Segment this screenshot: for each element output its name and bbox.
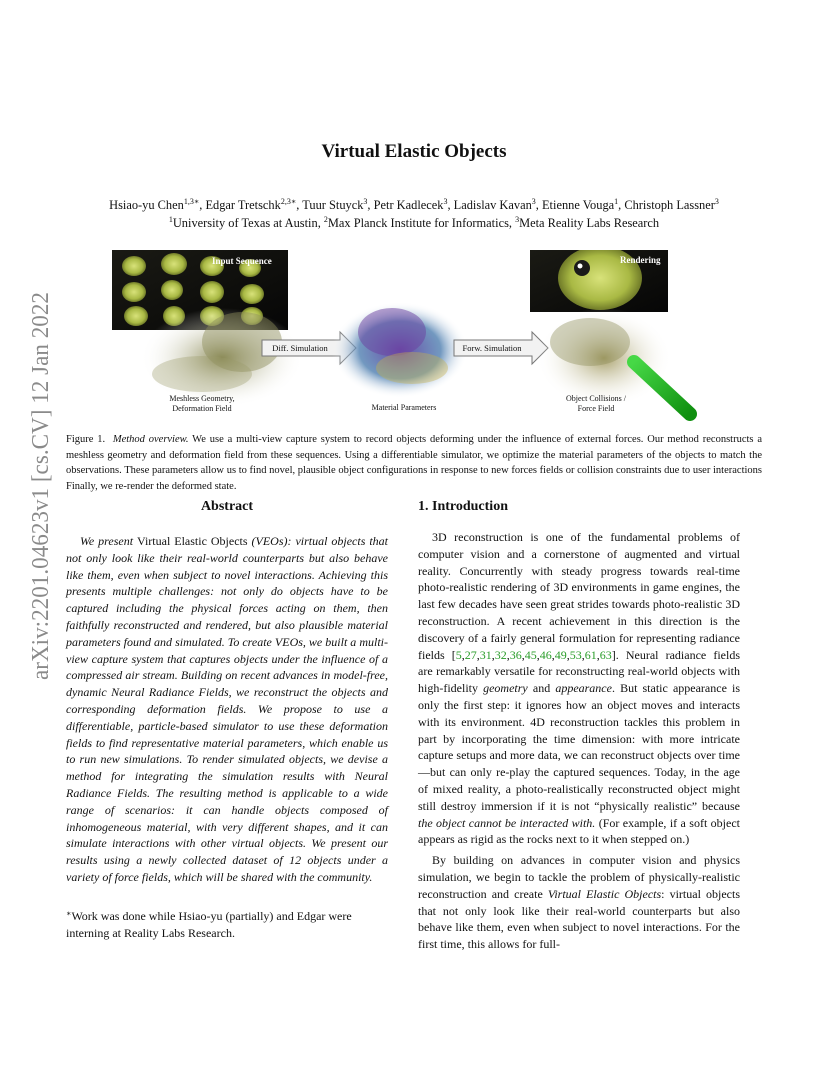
- forw-simulation-label: Forw. Simulation: [462, 343, 522, 353]
- intro-paragraph-2: [418, 852, 740, 953]
- author-name: Ladislav Kavan: [453, 198, 532, 212]
- diff-simulation-label: Diff. Simulation: [272, 343, 328, 353]
- citation-link[interactable]: 32: [494, 647, 507, 662]
- label-geometry-line2: Deformation Field: [172, 404, 232, 413]
- affiliation-mark: 2: [323, 215, 328, 224]
- arxiv-stamp-svg: [20, 290, 54, 680]
- affiliation-mark: 3: [515, 215, 520, 224]
- footnote-text: Work was done while Hsiao-yu (partially) and Edgar were interning at Reality Labs Research.: [66, 908, 352, 940]
- author-list: Hsiao-yu Chen$^{1,3∗}$, Edgar Tretschk$^{2,3∗}$, Tuur Stuyck$^3$, Petr Kadlecek$^3$, Ladislav Kavan$^3$, Etienne Vouga$^1$, Christoph Lassner$^3$: [109, 197, 719, 212]
- citation-link[interactable]: 46: [539, 647, 552, 662]
- author-name: Edgar Tretschk: [205, 198, 281, 212]
- author-affiliation-mark: 2,3∗: [280, 197, 297, 206]
- abstract-name: Virtual Elastic Objects: [137, 534, 248, 548]
- material-parameters-cloud: [332, 302, 468, 398]
- label-collisions-line2: Force Field: [577, 404, 615, 413]
- rendering-title: Rendering: [620, 255, 661, 265]
- intro-geometry: geometry: [483, 681, 528, 696]
- input-sequence-title: Input Sequence: [212, 256, 272, 266]
- frog-eye: [574, 260, 590, 276]
- author-affiliation-mark: 3: [443, 197, 448, 206]
- author-affiliation-mark: 1,3∗: [183, 197, 200, 206]
- intro-p2-part-b: : virtual objects that not only look like their real-world counterparts but also behave like them, even when subject to novel interactions. For the first time, this allows for full-: [418, 886, 740, 952]
- abstract-heading: Abstract: [200, 499, 254, 514]
- intro-p1-part-a: 3D reconstruction is one of the fundamental problems of computer vision and a cornerstone of augmented and virtual reality. Concurrently with steady progress towards real-time photo-realistic rendering of 3D environments in game engines, the last few decades have seen great strides towards photo-realistic 3D reconstruction. A recent achievement in this direction is the discovery of a fairly general formulation for representing radiance fields [: [418, 530, 740, 662]
- citation-link[interactable]: 45: [524, 647, 537, 662]
- author-name: Petr Kadlecek: [373, 198, 444, 212]
- abstract-text: (VEOs): virtual objects that not only look like their real-world counterparts but also behave like them, even when subject to novel interactions. Achieving this presents multiple challenges: not only do objects have to be captured including the physical forces acting on them, then faithfully reconstructed and rendered, but also plausible material parameters found and simulated. To create VEOs, we built a multi-view capture system that captures objects under the influence of a compressed air stream. Building on recent advances in model-free, dynamic Neural Radiance Fields, we reconstruct the objects and corresponding deformation fields. We propose to use a differentiable, particle-based simulator to use these deformation fields to find representative material parameters, which enable us to run new simulations. To render simulated objects, we devise a method for integrating the simulation results with Neural Radiance Fields. The resulting method is applicable to a wide range of scenarios: it can handle objects composed of inhomogeneous material, with very different shapes, and it can simulate interactions with other virtual objects. We present our results using a newly collected dataset of 12 objects under a variety of force fields, which will be shared with the community.: [66, 534, 389, 884]
- author-name: Hsiao-yu Chen: [109, 198, 184, 212]
- forw-simulation-arrow: [454, 332, 548, 364]
- arxiv-stamp-text: arXiv:2201.04623v1 [cs.CV] 12 Jan 2022: [28, 290, 54, 680]
- abstract-body: [66, 533, 388, 886]
- intro-p1-part-c: . But static appearance is only the first step: it ignores how an object moves and interacts with its environment. 4D reconstruction tackles this problem in part by incorporating the time dimension: with more intricate capture setups and more data, we can reconstruct objects over time—but can only re-play the captured sequences. Today, in the age of mixed reality, a photo-realistically reconstructed object might still destroy immersion if it is not “physically realistic” because: [418, 681, 741, 813]
- author-affiliation-mark: 3: [531, 197, 536, 206]
- geometry-point-cloud: [140, 308, 304, 408]
- affiliation-name: Meta Reality Labs Research: [519, 216, 660, 230]
- right-column: [418, 497, 740, 953]
- affiliation-list: $^1$University of Texas at Austin, $^2$Max Planck Institute for Informatics, $^3$Meta Reality Labs Research: [168, 215, 660, 230]
- author-affiliation-mark: 1: [614, 197, 619, 206]
- figure-caption: [66, 432, 762, 494]
- citation-link[interactable]: 49: [554, 647, 567, 662]
- author-name: Etienne Vouga: [541, 198, 615, 212]
- figure-1-illustration: [112, 250, 712, 430]
- paper-title: Virtual Elastic Objects: [321, 141, 507, 162]
- intro-p2-part-a: By building on advances in computer vision and physics simulation, we begin to tackle the problem of physically-realistic reconstruction and create: [418, 853, 740, 901]
- caption-tag: Method overview.: [112, 434, 189, 445]
- footnote: [66, 908, 388, 942]
- citation-link[interactable]: 61: [584, 647, 597, 662]
- affiliation-mark: 1: [168, 215, 173, 224]
- intro-p1-part-b: ]. Neural radiance fields are remarkably versatile for reconstructing real-world objects with high-fidelity: [418, 647, 740, 696]
- citation-link[interactable]: 27: [464, 647, 477, 662]
- figure-1: [112, 250, 712, 430]
- citation-list: 5,27,31,32,36,45,46,49,53,61,63: [455, 647, 612, 662]
- citation-link[interactable]: 53: [569, 647, 582, 662]
- intro-and: and: [532, 681, 551, 696]
- label-geometry-line1: Meshless Geometry,: [169, 394, 235, 403]
- intro-appearance: appearance: [555, 681, 612, 696]
- affiliation-name: University of Texas at Austin: [172, 216, 318, 230]
- citation-link[interactable]: 36: [509, 647, 522, 662]
- intro-paragraph-1: [418, 529, 740, 848]
- caption-prefix: Figure 1.: [66, 434, 106, 445]
- footnote-mark: ∗: [66, 908, 72, 918]
- affiliation-name: Max Planck Institute for Informatics: [327, 216, 509, 230]
- author-name: Christoph Lassner: [624, 198, 715, 212]
- introduction-heading: 1. Introduction: [418, 499, 508, 514]
- intro-p1-italic: the object cannot be interacted with.: [418, 815, 596, 830]
- label-collisions-line1: Object Collisions /: [566, 394, 626, 403]
- intro-p2-italic: Virtual Elastic Objects: [547, 886, 662, 901]
- citation-link[interactable]: 5: [455, 647, 462, 662]
- author-name: Tuur Stuyck: [302, 198, 364, 212]
- left-column: [66, 497, 388, 941]
- author-affiliation-mark: 3: [363, 197, 368, 206]
- arxiv-side-stamp: [20, 290, 54, 680]
- citation-link[interactable]: 31: [479, 647, 492, 662]
- label-material: Material Parameters: [371, 403, 437, 412]
- caption-text: We use a multi-view capture system to record objects deforming under the influence of external forces. Our method reconstructs a meshless geometry and deformation field from these sequences. Using a differentiable simulator, we optimize the material parameters of the objects to match the observations. These parameters allow us to find novel, plausible object configurations in response to new forces fields or collision constraints due to user interactions Finally, we re-render the deformed state.: [66, 434, 762, 492]
- citation-link[interactable]: 63: [599, 647, 612, 662]
- collision-point-cloud: [536, 308, 672, 408]
- abstract-lead: We present: [80, 534, 134, 548]
- intro-p1-part-d: (For example, if a soft object appears as rigid as the rocks next to it when stepped on.): [418, 815, 740, 847]
- rendering-panel: [530, 250, 668, 312]
- author-affiliation-mark: 3: [714, 197, 719, 206]
